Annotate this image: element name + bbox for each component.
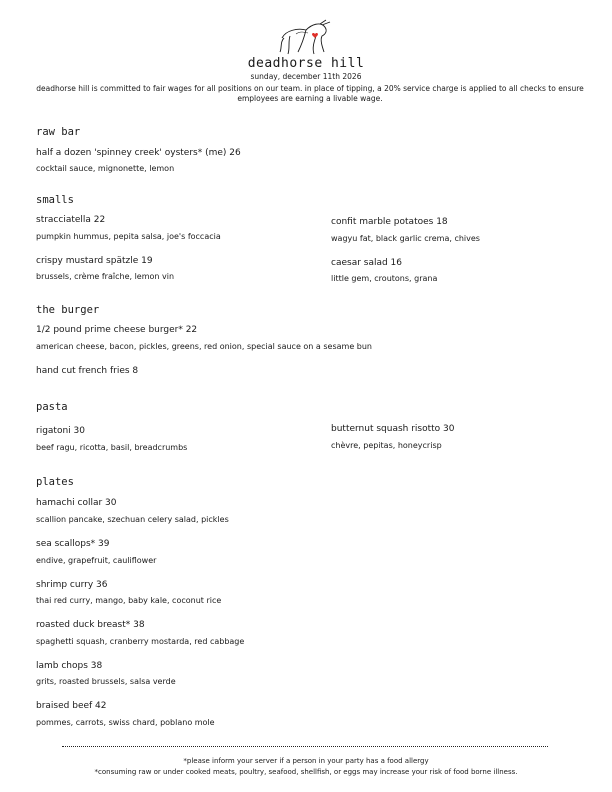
heart-icon <box>312 33 318 38</box>
menu-item-name: 1/2 pound prime cheese burger* 22 <box>36 325 198 335</box>
menu-item-name: hamachi collar 30 <box>36 498 117 508</box>
menu-item-desc: wagyu fat, black garlic crema, chives <box>331 234 480 243</box>
footer-divider <box>62 746 548 747</box>
horse-logo-icon <box>276 18 336 58</box>
menu-item-name: half a dozen 'spinney creek' oysters* (me) 26 <box>36 148 241 158</box>
menu-item-name: roasted duck breast* 38 <box>36 620 145 630</box>
menu-item-name: butternut squash risotto 30 <box>331 424 455 434</box>
menu-item-desc: chèvre, pepitas, honeycrisp <box>331 441 442 450</box>
raw-food-warning: *consuming raw or under cooked meats, poultry, seafood, shellfish, or eggs may increase your risk of food borne illness. <box>94 768 518 776</box>
section-title-smalls: smalls <box>36 194 74 206</box>
section-title-raw-bar: raw bar <box>36 126 81 138</box>
menu-item-desc: scallion pancake, szechuan celery salad, pickles <box>36 515 229 524</box>
menu-item-name: confit marble potatoes 18 <box>331 217 448 227</box>
menu-item-name: hand cut french fries 8 <box>36 366 139 376</box>
section-title-pasta: pasta <box>36 401 68 413</box>
menu-item-name: caesar salad 16 <box>331 258 403 268</box>
menu-item-name: stracciatella 22 <box>36 215 106 225</box>
menu-item-desc: thai red curry, mango, baby kale, coconut rice <box>36 596 222 605</box>
section-title-plates: plates <box>36 476 74 488</box>
wage-note: deadhorse hill is committed to fair wages for all positions on our team. in place of tipping, a 20% service charge is applied to all checks to ensure employees are earning a livable wage. <box>36 84 584 103</box>
menu-item-desc: little gem, croutons, grana <box>331 274 438 283</box>
section-title-burger: the burger <box>36 304 100 316</box>
menu-item-desc: pumpkin hummus, pepita salsa, joe's foccacia <box>36 232 221 241</box>
menu-item-desc: pommes, carrots, swiss chard, poblano mole <box>36 718 215 727</box>
menu-item-name: shrimp curry 36 <box>36 580 108 590</box>
menu-item-name: braised beef 42 <box>36 701 107 711</box>
menu-item-desc: spaghetti squash, cranberry mostarda, red cabbage <box>36 637 245 646</box>
brand-name: deadhorse hill <box>247 56 365 71</box>
menu-item-name: lamb chops 38 <box>36 661 103 671</box>
menu-item-name: sea scallops* 39 <box>36 539 110 549</box>
menu-item-name: rigatoni 30 <box>36 426 85 436</box>
menu-item-desc: endive, grapefruit, cauliflower <box>36 556 157 565</box>
menu-item-desc: brussels, crème fraîche, lemon vin <box>36 272 175 281</box>
menu-item-desc: cocktail sauce, mignonette, lemon <box>36 164 175 173</box>
menu-date: sunday, december 11th 2026 <box>250 72 362 81</box>
menu-item-desc: grits, roasted brussels, salsa verde <box>36 677 176 686</box>
menu-item-desc: american cheese, bacon, pickles, greens, red onion, special sauce on a sesame bun <box>36 342 372 351</box>
menu-item-name: crispy mustard spätzle 19 <box>36 256 153 266</box>
menu-item-desc: beef ragu, ricotta, basil, breadcrumbs <box>36 443 188 452</box>
allergy-note: *please inform your server if a person in your party has a food allergy <box>183 757 429 765</box>
